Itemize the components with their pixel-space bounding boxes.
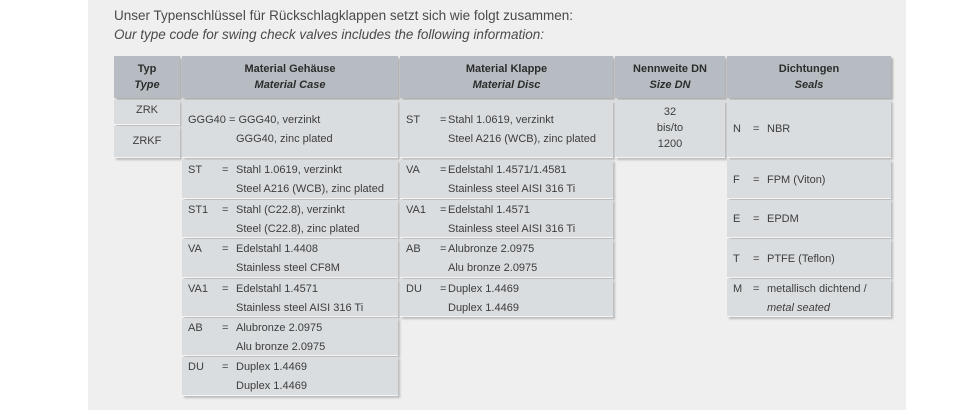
case-row (182, 100, 398, 158)
disc-de: Stahl 1.0619, verzinkt (448, 113, 554, 126)
case-row (182, 318, 398, 356)
disc-de: Alubronze 2.0975 (448, 243, 535, 255)
header-case-de: Material Gehäuse (244, 63, 336, 75)
header-type-de: Typ (137, 63, 157, 75)
disc-eq: = (440, 164, 447, 176)
seal-eq: = (753, 252, 760, 265)
case-en: Steel A216 (WCB), zinc plated (236, 183, 384, 195)
header-dn-de: Nennweite DN (633, 63, 707, 75)
case-eq: = (222, 243, 229, 255)
header-seals (727, 56, 891, 98)
seal-row (727, 200, 891, 238)
disc-en: Steel A216 (WCB), zinc plated (448, 132, 596, 145)
dn-to: 1200 (657, 138, 683, 150)
disc-de: Duplex 1.4469 (448, 283, 519, 295)
seal-eq: = (753, 283, 760, 295)
case-en: Steel (C22.8), zinc plated (236, 222, 360, 235)
case-code: DU (188, 361, 204, 373)
case-de: Edelstahl 1.4571 (236, 283, 318, 295)
case-row (182, 160, 398, 199)
disc-en: Alu bronze 2.0975 (448, 262, 538, 274)
case-code: VA1 (188, 283, 208, 295)
seal-text: FPM (Viton) (767, 173, 826, 186)
disc-row (400, 160, 613, 199)
header-dn-en: Size DN (649, 79, 691, 91)
disc-eq: = (440, 243, 447, 255)
seal-eq: = (753, 173, 760, 186)
size-dn-cell (615, 100, 725, 158)
case-de: Stahl 1.0619, verzinkt (236, 164, 342, 176)
disc-code: ST (406, 113, 421, 126)
seal-eq: = (753, 123, 760, 135)
case-code: ST (188, 164, 203, 176)
header-type-en: Type (134, 79, 160, 91)
header-size-dn (615, 56, 725, 98)
case-row (182, 357, 398, 396)
case-en: GGG40, zinc plated (236, 132, 333, 145)
case-en: Stainless steel AISI 316 Ti (236, 301, 364, 314)
disc-row (400, 239, 613, 278)
disc-de: Edelstahl 1.4571 (448, 204, 530, 216)
seal-code: T (733, 252, 740, 265)
case-eq: = (222, 283, 229, 295)
case-de: Stahl (C22.8), verzinkt (236, 204, 345, 216)
case-code: ST1 (188, 204, 209, 216)
case-eq: = (222, 361, 229, 373)
seal-eq: = (753, 213, 760, 225)
type-zrkf: ZRKF (132, 135, 162, 147)
intro-german: Unser Typenschlüssel für Rückschlagklappen setzt sich wie folgt zusammen: (114, 8, 573, 23)
disc-eq: = (440, 204, 447, 216)
disc-eq: = (440, 283, 447, 295)
case-eq: = (222, 164, 229, 176)
disc-en: Stainless steel AISI 316 Ti (448, 183, 576, 195)
case-en: Duplex 1.4469 (236, 380, 307, 392)
case-de: Edelstahl 1.4408 (236, 243, 318, 255)
disc-en: Duplex 1.4469 (448, 301, 519, 314)
header-type (114, 56, 180, 98)
case-code: AB (188, 322, 203, 334)
seal-code: M (733, 283, 743, 295)
case-code: GGG40 = GGG40, verzinkt (188, 113, 321, 126)
case-en: Alu bronze 2.0975 (236, 340, 326, 353)
header-seals-en: Seals (794, 79, 824, 91)
case-de: Alubronze 2.0975 (236, 322, 323, 334)
seal-text-en: metal seated (767, 301, 830, 314)
header-disc-de: Material Klappe (465, 63, 548, 75)
case-row (182, 200, 398, 238)
header-material-case (182, 56, 398, 98)
seal-text: EPDM (767, 213, 799, 225)
dn-separator: bis/to (656, 122, 684, 134)
header-material-disc (400, 56, 613, 98)
case-row (182, 239, 398, 278)
case-de: Duplex 1.4469 (236, 361, 307, 373)
disc-code: VA (406, 164, 420, 176)
seal-row (727, 239, 891, 278)
seal-text: metallisch dichtend / (767, 283, 867, 295)
seal-text: PTFE (Teflon) (767, 252, 835, 265)
seal-code: F (733, 173, 740, 186)
intro-english: Our type code for swing check valves includes the following information: (114, 27, 544, 42)
seal-code: N (733, 123, 741, 135)
seal-row (727, 279, 891, 317)
case-row (182, 279, 398, 317)
disc-code: VA1 (406, 204, 426, 216)
seal-code: E (733, 213, 741, 225)
header-case-en: Material Case (254, 79, 326, 91)
header-disc-en: Material Disc (472, 79, 541, 91)
seal-text: NBR (767, 123, 791, 135)
seal-row (727, 160, 891, 199)
case-en: Stainless steel CF8M (236, 262, 340, 274)
dn-from: 32 (663, 106, 677, 118)
seal-row (727, 100, 891, 158)
disc-row (400, 279, 613, 317)
header-seals-de: Dichtungen (778, 63, 840, 75)
case-eq: = (222, 204, 229, 216)
disc-code: DU (406, 283, 422, 295)
disc-row (400, 100, 613, 158)
type-cell (114, 100, 180, 125)
type-zrk: ZRK (136, 104, 158, 116)
disc-eq: = (440, 113, 447, 126)
case-code: VA (188, 243, 202, 255)
disc-en: Stainless steel AISI 316 Ti (448, 222, 576, 235)
disc-code: AB (406, 243, 421, 255)
type-cell (114, 126, 180, 158)
disc-row (400, 200, 613, 238)
disc-de: Edelstahl 1.4571/1.4581 (448, 164, 567, 176)
case-eq: = (222, 322, 229, 334)
